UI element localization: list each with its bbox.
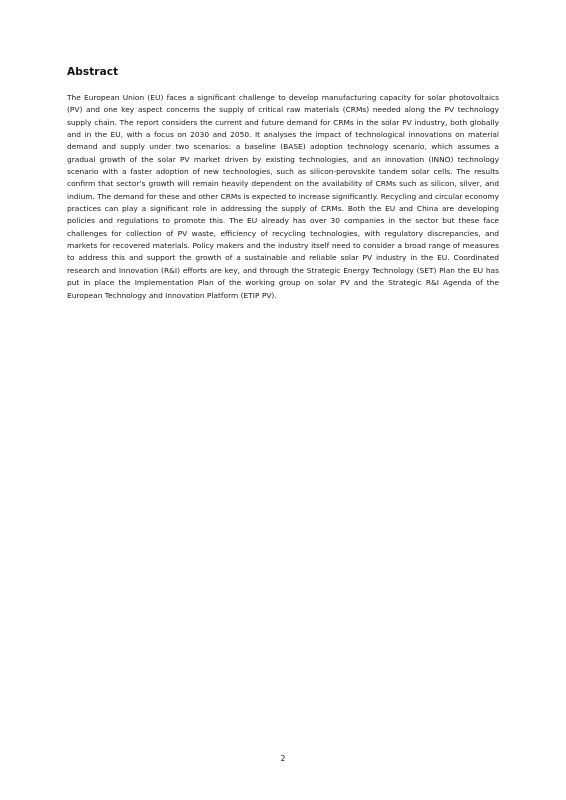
abstract-paragraph: The European Union (EU) faces a significant challenge to develop manufacturing capacity for solar photovoltaics (PV) and one key aspect concerns the supply of critical raw materials (CRMs) needed along the PV technology supply chain. The report considers the current and future demand for CRMs in the solar PV industry, both globally and in the EU, with a focus on 2030 and 2050. It analyses the impact of technological innovations on material demand and supply under two scenarios: a baseline (BASE) adoption technology scenario, which assumes a gradual growth of the solar PV market driven by existing technologies, and an innovation (INNO) technology scenario with a faster adoption of new technologies, such as silicon-perovskite tandem solar cells. The results confirm that sector’s growth will remain heavily dependent on the availability of CRMs such as silicon, silver, and indium. The demand for these and other CRMs is expected to increase significantly. Recycling and circular economy practices can play a significant role in addressing the supply of CRMs. Both the EU and China are developing policies and regulations to promote this. The EU already has over 30 companies in the sector but these face challenges for collection of PV waste, efficiency of recycling technologies, with regulatory discrepancies, and markets for recovered materials. Policy makers and the industry itself need to consider a broad range of measures to address this and support the growth of a sustainable and reliable solar PV industry in the EU. Coordinated research and Innovation (R&I) efforts are key, and through the Strategic Energy Technology (SET) Plan the EU has put in place the Implementation Plan of the working group on solar PV and the Strategic R&I Agenda of the European Technology and Innovation Platform (ETIP PV). [67,93,500,300]
section-heading: Abstract [67,66,119,78]
page-number: 2 [280,754,286,763]
